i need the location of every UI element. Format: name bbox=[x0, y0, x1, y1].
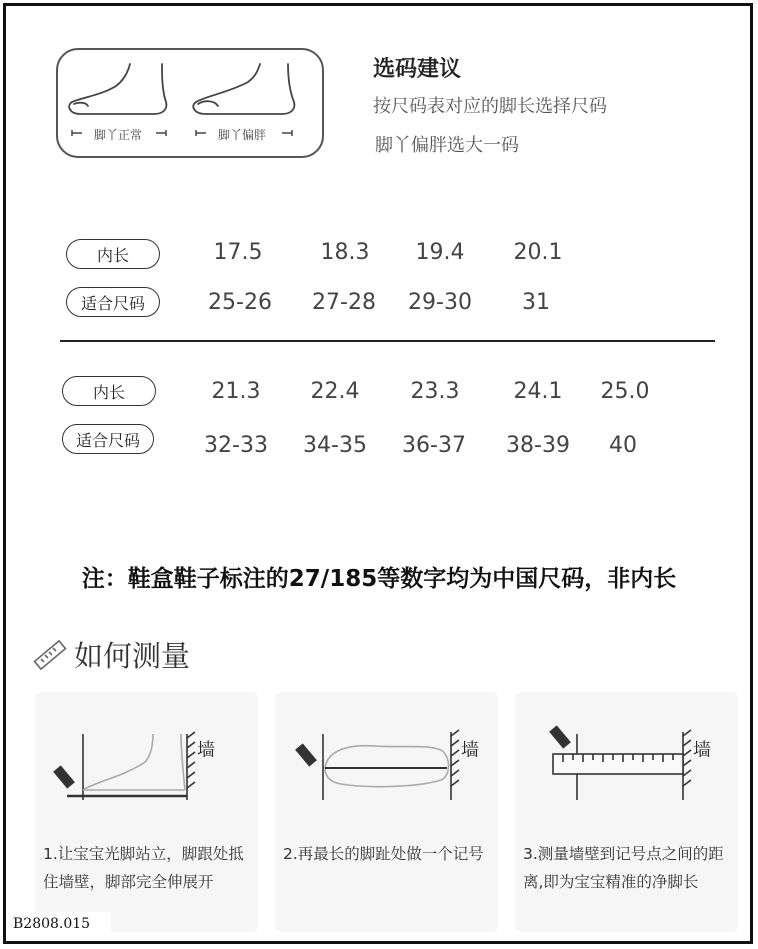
measure-step-card bbox=[275, 692, 498, 932]
foot-type-illustration bbox=[56, 48, 324, 158]
fit-size-label: 适合尺码 bbox=[66, 287, 160, 317]
step-1-text: 1.让宝宝光脚站立，脚跟处抵住墙壁，脚部完全伸展开 bbox=[43, 845, 244, 891]
step-3-text: 3.测量墙壁到记号点之间的距离,即为宝宝精准的净脚长 bbox=[523, 845, 724, 891]
inner-length-value: 20.1 bbox=[513, 240, 563, 265]
fit-size-value: 38-39 bbox=[506, 433, 570, 458]
pencil-icon bbox=[53, 765, 75, 788]
inner-length-value: 25.0 bbox=[600, 379, 650, 404]
fit-size-value: 40 bbox=[609, 433, 637, 458]
measure-step-card bbox=[35, 692, 258, 932]
inner-length-value: 23.3 bbox=[410, 379, 460, 404]
measure-step-card bbox=[515, 692, 738, 932]
inner-length-value: 24.1 bbox=[513, 379, 563, 404]
pencil-icon bbox=[295, 743, 317, 766]
wall-label: 墙 bbox=[693, 740, 711, 761]
advice-title: 选码建议 bbox=[373, 57, 462, 82]
wall-label: 墙 bbox=[461, 740, 479, 761]
mark-longest-toe-icon bbox=[275, 692, 498, 832]
pencil-icon bbox=[549, 725, 571, 748]
inner-length-value: 19.4 bbox=[415, 240, 465, 265]
how-to-measure-title: 如何测量 bbox=[74, 639, 191, 673]
advice-line-2: 脚丫偏胖选大一码 bbox=[375, 135, 519, 156]
size-note: 注：鞋盒鞋子标注的27/185等数字均为中国尺码，非内长 bbox=[81, 566, 677, 592]
wall-label: 墙 bbox=[197, 740, 215, 761]
inner-length-label: 内长 bbox=[66, 239, 160, 269]
advice-line-1: 按尺码表对应的脚长选择尺码 bbox=[373, 96, 607, 117]
how-to-measure-heading bbox=[32, 634, 190, 675]
foot-outline-icon bbox=[58, 50, 326, 160]
fit-size-value: 29-30 bbox=[408, 290, 472, 315]
measure-distance-icon bbox=[515, 692, 738, 832]
fit-size-label: 适合尺码 bbox=[62, 424, 154, 454]
foot-normal-label: 脚丫正常 bbox=[94, 128, 143, 142]
inner-length-value: 21.3 bbox=[211, 379, 261, 404]
fit-size-value: 36-37 bbox=[402, 433, 466, 458]
fit-size-value: 31 bbox=[522, 290, 550, 315]
foot-against-wall-icon bbox=[35, 692, 258, 832]
product-code: B2808.015 bbox=[7, 912, 111, 940]
fit-size-value: 25-26 bbox=[208, 290, 272, 315]
fit-size-value: 27-28 bbox=[312, 290, 376, 315]
table-divider bbox=[60, 340, 715, 342]
foot-wide-label: 脚丫偏胖 bbox=[218, 128, 267, 142]
ruler-icon bbox=[32, 637, 68, 673]
inner-length-value: 18.3 bbox=[320, 240, 370, 265]
inner-length-label: 内长 bbox=[62, 376, 156, 406]
inner-length-value: 22.4 bbox=[310, 379, 360, 404]
inner-length-value: 17.5 bbox=[213, 240, 263, 265]
step-2-text: 2.再最长的脚趾处做一个记号 bbox=[283, 845, 484, 863]
fit-size-value: 34-35 bbox=[303, 433, 367, 458]
fit-size-value: 32-33 bbox=[204, 433, 268, 458]
